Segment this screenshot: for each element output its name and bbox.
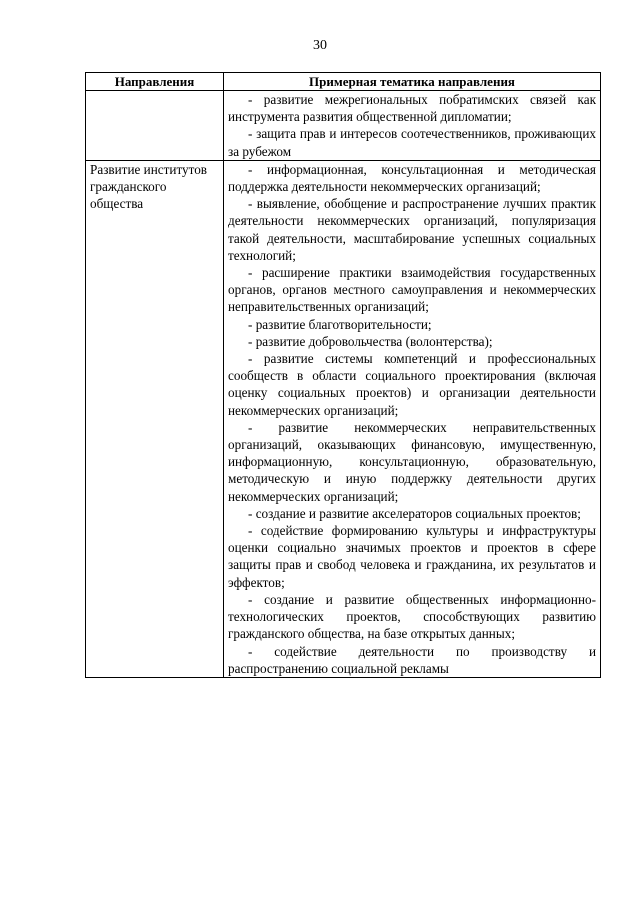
header-directions: Направления [86,73,224,91]
topic-item: - развитие добровольчества (волонтерства); [248,333,493,349]
table-row [86,91,601,161]
header-topics: Примерная тематика направления [224,73,601,91]
topic-item: - развитие благотворительности; [248,316,432,332]
topic-item: - развитие системы компетенций и профессиональных сообществ в области социального проектирования (включая оценку социальных проектов) и организации деятельности некоммерческих организаций; [228,351,596,418]
direction-cell [86,91,224,161]
topics-cell [224,160,601,677]
topic-item: - расширение практики взаимодействия государственных органов, органов местного самоуправления и некоммерческих неправительственных организаций; [228,265,596,315]
topic-item: - создание и развитие общественных информационно-технологических проектов, способствующих развитию гражданского общества, на базе открытых данных; [228,591,596,642]
topic-item: - защита прав и интересов соотечественников, проживающих за рубежом [228,126,596,159]
topic-item: - создание и развитие акселераторов социальных проектов; [248,505,581,521]
topic-item: - развитие некоммерческих неправительственных организаций, оказывающих финансовую, имущественную, информационную, консультационную, образовательную, методическую и иную поддержку деятельности других некоммерческих организаций; [228,419,596,504]
topic-item: - информационная, консультационная и методическая поддержка деятельности некоммерческих организаций; [228,161,596,195]
topic-item: - содействие деятельности по производству и распространению социальной рекламы [228,643,596,676]
table-header-row [86,73,601,91]
direction-cell: Развитие институтов гражданского общества [86,160,224,677]
table-row [86,160,601,677]
topics-cell [224,91,601,161]
page-number: 30 [313,38,327,53]
directions-table [85,72,601,678]
topic-item: - содействие формированию культуры и инфраструктуры оценки социально значимых проектов и проектов в сфере защиты прав и свобод человека и гражданина, их результатов и эффектов; [228,523,596,590]
topic-item: - выявление, обобщение и распространение лучших практик деятельности некоммерческих организаций, популяризация такой деятельности, масштабирование успешных социальных технологий; [228,196,596,263]
topic-item: - развитие межрегиональных побратимских связей как инструмента развития общественной дипломатии; [228,92,596,125]
